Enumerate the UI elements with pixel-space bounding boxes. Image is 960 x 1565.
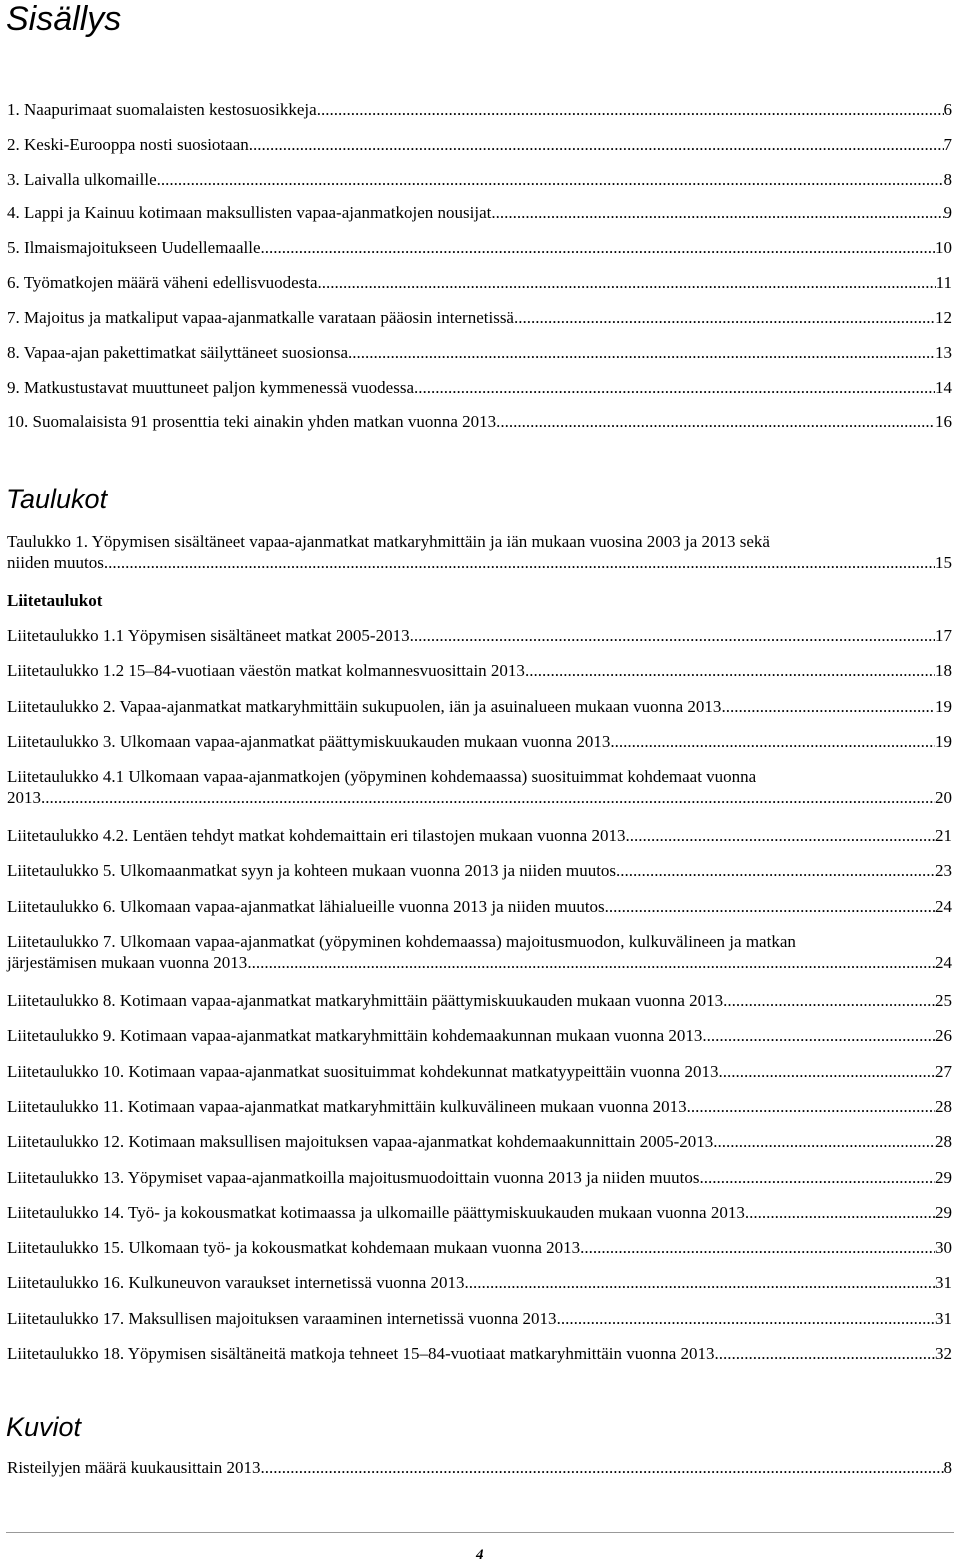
toc-entry-label: Liitetaulukko 1.1 Yöpymisen sisältäneet matkat 2005-2013 [7, 626, 410, 645]
dot-leader [723, 991, 935, 1011]
toc-entry-page: 10 [935, 238, 952, 257]
page-title: Sisällys [6, 0, 122, 38]
dot-leader [41, 787, 935, 808]
dot-leader [702, 1026, 935, 1046]
dot-leader [745, 1203, 935, 1223]
toc-entry[interactable] [7, 1026, 952, 1046]
toc-entry-page: 32 [935, 1344, 952, 1363]
dot-leader [580, 1238, 935, 1258]
toc-entry[interactable] [7, 1309, 952, 1329]
footer-divider [6, 1532, 954, 1533]
toc-entry[interactable] [7, 1203, 952, 1223]
toc-entry[interactable] [7, 343, 952, 363]
toc-entry[interactable] [7, 697, 952, 717]
toc-entry[interactable] [7, 531, 952, 573]
page-number: 4 [476, 1547, 484, 1563]
toc-entry-page: 18 [935, 661, 952, 680]
dot-leader [410, 626, 935, 646]
toc-entry-page: 28 [935, 1132, 952, 1151]
toc-entry-page: 29 [935, 1203, 952, 1222]
toc-entry-page: 8 [943, 1458, 952, 1477]
toc-entry[interactable] [7, 897, 952, 917]
toc-entry[interactable] [7, 203, 952, 223]
toc-entry-label: 5. Ilmaismajoitukseen Uudellemaalle [7, 238, 261, 257]
toc-entry-label: Taulukko 1. Yöpymisen sisältäneet vapaa-ajanmatkat matkaryhmittäin ja iän mukaan vuosina 2003 ja 2013 sekä [7, 532, 770, 551]
toc-entry[interactable] [7, 991, 952, 1011]
toc-entry-page: 17 [935, 626, 952, 645]
dot-leader [610, 732, 935, 752]
toc-entry[interactable] [7, 1132, 952, 1152]
dot-leader [525, 661, 935, 681]
dot-leader [348, 343, 935, 363]
toc-entry-label: 10. Suomalaisista 91 prosenttia teki ainakin yhden matkan vuonna 2013 [7, 412, 497, 431]
toc-entry-page: 23 [935, 861, 952, 880]
dot-leader [465, 1273, 936, 1293]
toc-entry-label: Liitetaulukko 9. Kotimaan vapaa-ajanmatkat matkaryhmittäin kohdemaakunnan mukaan vuonna 2013 [7, 1026, 703, 1045]
toc-entry[interactable] [7, 1097, 952, 1117]
toc-entry[interactable] [7, 931, 952, 973]
figures-heading: Kuviot [6, 1412, 82, 1442]
toc-entry[interactable] [7, 100, 952, 120]
toc-entry[interactable] [7, 308, 952, 328]
toc-entry[interactable] [7, 170, 952, 190]
toc-entry-page: 25 [935, 991, 952, 1010]
dot-leader [414, 378, 935, 398]
toc-entry[interactable] [7, 826, 952, 846]
toc-entry-page: 8 [943, 170, 952, 189]
toc-entry-label: Liitetaulukko 3. Ulkomaan vapaa-ajanmatkat päättymiskuukauden mukaan vuonna 2013 [7, 732, 611, 751]
toc-entry-page: 19 [935, 732, 952, 751]
toc-entry[interactable] [7, 626, 952, 646]
toc-entry-label: Liitetaulukko 4.1 Ulkomaan vapaa-ajanmatkojen (yöpyminen kohdemaassa) suosituimmat kohdemaat vuonna [7, 767, 757, 786]
toc-entry-page: 29 [935, 1168, 952, 1187]
toc-entry-label: Liitetaulukko 5. Ulkomaanmatkat syyn ja kohteen mukaan vuonna 2013 ja niiden muutos [7, 861, 617, 880]
toc-entry-label: 3. Laivalla ulkomaille [7, 170, 157, 189]
toc-entry-label: Liitetaulukko 12. Kotimaan maksullisen majoituksen vapaa-ajanmatkat kohdemaakunnittain 2005-2013 [7, 1132, 714, 1151]
dot-leader [713, 1132, 935, 1152]
toc-entry-page: 24 [935, 953, 952, 972]
dot-leader [318, 273, 936, 293]
toc-entry-label: Liitetaulukko 7. Ulkomaan vapaa-ajanmatkat (yöpyminen kohdemaassa) majoitusmuodon, kulkuvälineen ja matkan [7, 932, 796, 951]
toc-entry-page: 6 [943, 100, 952, 119]
toc-entry-label: 6. Työmatkojen määrä väheni edellisvuodesta [7, 273, 318, 292]
toc-entry[interactable] [7, 238, 952, 258]
toc-entry-label: Liitetaulukko 15. Ulkomaan työ- ja kokousmatkat kohdemaan mukaan vuonna 2013 [7, 1238, 581, 1257]
toc-entry-label: Liitetaulukko 4.2. Lentäen tehdyt matkat kohdemaittain eri tilastojen mukaan vuonna 2013 [7, 826, 626, 845]
toc-entry-label-continued: niiden muutos [7, 553, 104, 572]
toc-entry-page: 24 [935, 897, 952, 916]
toc-entry-page: 20 [935, 788, 952, 807]
dot-leader [157, 170, 944, 190]
toc-entry-page: 26 [935, 1026, 952, 1045]
toc-entry-page: 21 [935, 826, 952, 845]
toc-entry-label: Liitetaulukko 17. Maksullisen majoituksen varaaminen internetissä vuonna 2013 [7, 1309, 557, 1328]
toc-entry-label: Liitetaulukko 1.2 15–84-vuotiaan väestön matkat kolmannesvuosittain 2013 [7, 661, 525, 680]
toc-entry[interactable] [7, 1273, 952, 1293]
toc-entry[interactable] [7, 273, 952, 293]
dot-leader [261, 1458, 944, 1478]
dot-leader [605, 897, 935, 917]
toc-entry-label: Liitetaulukko 16. Kulkuneuvon varaukset internetissä vuonna 2013 [7, 1273, 465, 1292]
toc-entry[interactable] [7, 861, 952, 881]
toc-entry-label-continued: järjestämisen mukaan vuonna 2013 [7, 953, 248, 972]
toc-entry-label: Liitetaulukko 14. Työ- ja kokousmatkat kotimaassa ja ulkomaille päättymiskuukauden mukaan vuonna 2013 [7, 1203, 745, 1222]
toc-entry-page: 11 [935, 273, 952, 292]
toc-entry[interactable] [7, 1168, 952, 1188]
toc-entry-label: 7. Majoitus ja matkaliput vapaa-ajanmatkalle varataan pääosin internetissä [7, 308, 514, 327]
dot-leader [491, 203, 943, 223]
toc-entry-label: Liitetaulukko 11. Kotimaan vapaa-ajanmatkat matkaryhmittäin kulkuvälineen mukaan vuonna 2013 [7, 1097, 687, 1116]
toc-entry-label: Liitetaulukko 8. Kotimaan vapaa-ajanmatkat matkaryhmittäin päättymiskuukauden mukaan vuonna 2013 [7, 991, 724, 1010]
toc-entry-page: 12 [935, 308, 952, 327]
toc-entry-label: Liitetaulukko 13. Yöpymiset vapaa-ajanmatkoilla majoitusmuodoittain vuonna 2013 ja niiden muutos [7, 1168, 700, 1187]
toc-entry-page: 27 [935, 1062, 952, 1081]
toc-entry[interactable] [7, 1238, 952, 1258]
toc-entry-label: Liitetaulukko 2. Vapaa-ajanmatkat matkaryhmittäin sukupuolen, iän ja asuinalueen mukaan vuonna 2013 [7, 697, 722, 716]
toc-entry-page: 7 [943, 135, 952, 154]
dot-leader [104, 552, 935, 573]
dot-leader [616, 861, 935, 881]
dot-leader [514, 308, 935, 328]
toc-entry-label: Liitetaulukko 10. Kotimaan vapaa-ajanmatkat suosituimmat kohdekunnat matkatyypeittäin vuonna 2013 [7, 1062, 719, 1081]
toc-entry-page: 16 [935, 412, 952, 431]
toc-entry[interactable] [7, 412, 952, 432]
toc-entry[interactable] [7, 1344, 952, 1364]
dot-leader [247, 952, 935, 973]
toc-entry-page: 14 [935, 378, 952, 397]
toc-entry-page: 19 [935, 697, 952, 716]
dot-leader [317, 100, 944, 120]
tables-heading: Taulukot [6, 484, 108, 514]
toc-entry-label: Risteilyjen määrä kuukausittain 2013 [7, 1458, 261, 1477]
toc-entry[interactable] [7, 1062, 952, 1082]
appendix-heading: Liitetaulukot [7, 591, 103, 610]
toc-entry-page: 28 [935, 1097, 952, 1116]
dot-leader [687, 1097, 935, 1117]
toc-entry[interactable] [7, 1458, 952, 1478]
toc-entry-page: 31 [935, 1273, 952, 1292]
toc-entry-label: 9. Matkustustavat muuttuneet paljon kymmenessä vuodessa [7, 378, 414, 397]
dot-leader [249, 135, 944, 155]
dot-leader [557, 1309, 935, 1329]
toc-entry-page: 15 [935, 553, 952, 572]
toc-entry-label: Liitetaulukko 18. Yöpymisen sisältäneitä matkoja tehneet 15–84-vuotiaat matkaryhmittäin vuonna 2013 [7, 1344, 715, 1363]
toc-entry-label: Liitetaulukko 6. Ulkomaan vapaa-ajanmatkat lähialueille vuonna 2013 ja niiden muutos [7, 897, 605, 916]
dot-leader [715, 1344, 935, 1364]
dot-leader [699, 1168, 935, 1188]
toc-entry-page: 13 [935, 343, 952, 362]
dot-leader [718, 1062, 935, 1082]
toc-entry-label: 4. Lappi ja Kainuu kotimaan maksullisten vapaa-ajanmatkojen nousijat [7, 203, 492, 222]
dot-leader [721, 697, 935, 717]
toc-entry-page: 9 [943, 203, 952, 222]
toc-entry[interactable] [7, 661, 952, 681]
dot-leader [625, 826, 935, 846]
toc-entry-page: 30 [935, 1238, 952, 1257]
toc-entry[interactable] [7, 135, 952, 155]
toc-entry[interactable] [7, 732, 952, 752]
toc-entry[interactable] [7, 378, 952, 398]
toc-entry-page: 31 [935, 1309, 952, 1328]
toc-entry-label: 8. Vapaa-ajan pakettimatkat säilyttäneet suosionsa [7, 343, 348, 362]
toc-entry[interactable] [7, 766, 952, 808]
toc-entry-label-continued: 2013 [7, 788, 41, 807]
dot-leader [496, 412, 935, 432]
toc-entry-label: 2. Keski-Eurooppa nosti suosiotaan [7, 135, 249, 154]
toc-entry-label: 1. Naapurimaat suomalaisten kestosuosikkeja [7, 100, 317, 119]
dot-leader [261, 238, 935, 258]
